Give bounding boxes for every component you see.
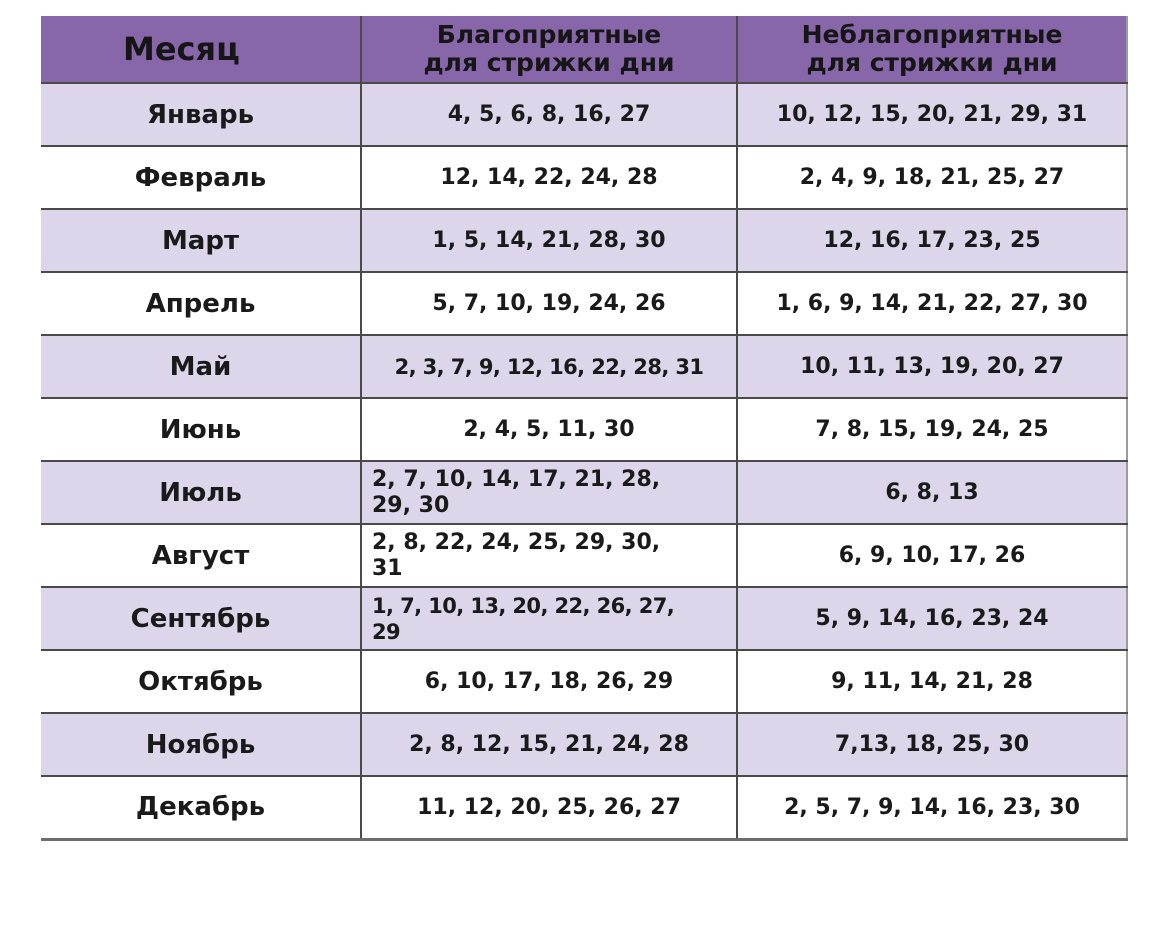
table-row — [41, 398, 1127, 461]
unfavorable-days-cell: 7, 8, 15, 19, 24, 25 — [737, 398, 1127, 461]
favorable-days-cell: 2, 3, 7, 9, 12, 16, 22, 28, 31 — [361, 335, 737, 398]
unfavorable-header-line-1: Неблагоприятные — [801, 20, 1063, 49]
favorable-days-cell: 11, 12, 20, 25, 26, 27 — [361, 776, 737, 839]
unfavorable-days-cell: 5, 9, 14, 16, 23, 24 — [737, 587, 1127, 650]
unfavorable-days-cell: 10, 11, 13, 19, 20, 27 — [737, 335, 1127, 398]
table-row — [41, 524, 1127, 587]
unfavorable-days-cell: 12, 16, 17, 23, 25 — [737, 209, 1127, 272]
favorable-days-cell: 2, 8, 12, 15, 21, 24, 28 — [361, 713, 737, 776]
favorable-days-cell: 5, 7, 10, 19, 24, 26 — [361, 272, 737, 335]
unfavorable-days-cell: 2, 4, 9, 18, 21, 25, 27 — [737, 146, 1127, 209]
table-row — [41, 650, 1127, 713]
table-row — [41, 209, 1127, 272]
table-body — [41, 83, 1127, 839]
month-cell: Сентябрь — [41, 587, 361, 650]
month-cell: Февраль — [41, 146, 361, 209]
unfavorable-days-column-header — [737, 16, 1127, 83]
unfavorable-days-cell: 2, 5, 7, 9, 14, 16, 23, 30 — [737, 776, 1127, 839]
month-cell: Октябрь — [41, 650, 361, 713]
favorable-days-cell: 4, 5, 6, 8, 16, 27 — [361, 83, 737, 146]
favorable-days-cell: 6, 10, 17, 18, 26, 29 — [361, 650, 737, 713]
favorable-days-cell: 2, 4, 5, 11, 30 — [361, 398, 737, 461]
table-row — [41, 587, 1127, 650]
favorable-header-line-2: для стрижки дни — [423, 48, 675, 77]
month-cell: Август — [41, 524, 361, 587]
month-cell: Апрель — [41, 272, 361, 335]
table-row — [41, 83, 1127, 146]
unfavorable-days-cell: 6, 8, 13 — [737, 461, 1127, 524]
table-row — [41, 461, 1127, 524]
favorable-days-line-2: 29, 30 — [372, 492, 450, 518]
favorable-days-line-1: 2, 8, 22, 24, 25, 29, 30, — [372, 529, 661, 555]
table-row — [41, 335, 1127, 398]
month-cell: Март — [41, 209, 361, 272]
month-cell: Январь — [41, 83, 361, 146]
month-cell: Июль — [41, 461, 361, 524]
favorable-days-cell — [361, 461, 737, 524]
unfavorable-days-cell: 7,13, 18, 25, 30 — [737, 713, 1127, 776]
unfavorable-header-line-2: для стрижки дни — [806, 48, 1058, 77]
table-row — [41, 272, 1127, 335]
unfavorable-days-cell: 1, 6, 9, 14, 21, 22, 27, 30 — [737, 272, 1127, 335]
favorable-header-line-1: Благоприятные — [436, 20, 662, 49]
favorable-days-line-2: 31 — [372, 555, 403, 581]
favorable-days-column-header — [361, 16, 737, 83]
table-header — [41, 16, 1127, 83]
favorable-days-cell — [361, 524, 737, 587]
favorable-days-line-1: 1, 7, 10, 13, 20, 22, 26, 27, — [372, 593, 675, 618]
favorable-days-line-1: 2, 7, 10, 14, 17, 21, 28, — [372, 466, 661, 492]
favorable-days-cell: 1, 5, 14, 21, 28, 30 — [361, 209, 737, 272]
table-row — [41, 713, 1127, 776]
unfavorable-days-cell: 9, 11, 14, 21, 28 — [737, 650, 1127, 713]
header-row — [41, 16, 1127, 83]
table-row — [41, 776, 1127, 839]
unfavorable-days-cell: 6, 9, 10, 17, 26 — [737, 524, 1127, 587]
table-row — [41, 146, 1127, 209]
favorable-days-cell: 12, 14, 22, 24, 28 — [361, 146, 737, 209]
favorable-days-cell — [361, 587, 737, 650]
month-column-header: Месяц — [41, 16, 361, 83]
favorable-days-line-2: 29 — [372, 619, 401, 644]
month-cell: Декабрь — [41, 776, 361, 839]
month-cell: Июнь — [41, 398, 361, 461]
month-cell: Ноябрь — [41, 713, 361, 776]
haircut-calendar-table — [41, 16, 1128, 841]
month-cell: Май — [41, 335, 361, 398]
unfavorable-days-cell: 10, 12, 15, 20, 21, 29, 31 — [737, 83, 1127, 146]
